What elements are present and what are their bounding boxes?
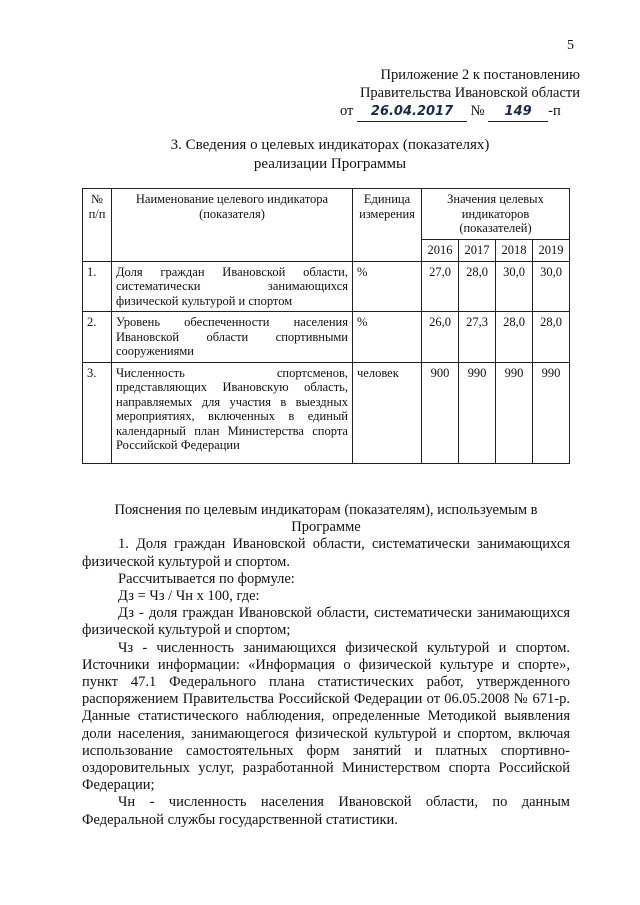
header-year: 2019 — [533, 240, 570, 262]
header-year: 2018 — [496, 240, 533, 262]
date-prefix: от — [340, 103, 354, 119]
header-year: 2016 — [422, 240, 459, 262]
annex-header — [340, 66, 580, 122]
chn-definition: Чн - численность населения Ивановской области, по данным Федеральной службы государственной статистики. — [82, 794, 570, 828]
row-value: 28,0 — [496, 312, 533, 363]
annex-line-1: Приложение 2 к постановлению — [380, 67, 580, 83]
header-unit: Единица измерения — [353, 189, 422, 262]
table-row — [83, 362, 570, 463]
row-value: 27,3 — [459, 312, 496, 363]
chz-definition: Чз - численность занимающихся физической культурой и спортом. Источники информации: «Информация о физической культуре и спорте», пункт 47.1 Федерального плана статистических работ, утвержденного распоряжением Правительства Российской Федерации от 06.05.2008 № 671-р. Данные статистического наблюдения, определенные Методикой выявления доли населения, занимающегося физической культурой и спортом, включая использование самостоятельных форм занятий и платных спортивно-оздоровительных услуг, разработанной Министерством спорта Российской Федерации; — [82, 639, 570, 794]
row-unit: % — [353, 261, 422, 312]
number-sign: № — [470, 103, 485, 119]
row-num: 1. — [83, 261, 112, 312]
handwritten-number: 149 — [488, 103, 548, 122]
row-value: 30,0 — [496, 261, 533, 312]
row-name: Уровень обеспеченности населения Ивановской области спортивными сооружениями — [112, 312, 353, 363]
row-num: 3. — [83, 362, 112, 463]
row-value: 28,0 — [533, 312, 570, 363]
row-value: 30,0 — [533, 261, 570, 312]
number-suffix: -п — [548, 103, 561, 119]
table-header-row — [83, 189, 570, 240]
row-value: 27,0 — [422, 261, 459, 312]
row-value: 990 — [496, 362, 533, 463]
header-year: 2017 — [459, 240, 496, 262]
calc-intro: Рассчитывается по формуле: — [118, 570, 295, 587]
annex-line-2: Правительства Ивановской области — [359, 85, 580, 101]
explanations-heading: Пояснения по целевым индикаторам (показателям), используемым в Программе — [114, 502, 538, 536]
header-values: Значения целевых индикаторов (показателей) — [422, 189, 570, 240]
row-value: 28,0 — [459, 261, 496, 312]
header-num: № п/п — [83, 189, 112, 262]
row-value: 26,0 — [422, 312, 459, 363]
section-title-line-2: реализации Программы — [253, 156, 407, 172]
page-number: 5 — [567, 38, 574, 53]
row-value: 900 — [422, 362, 459, 463]
handwritten-date: 26.04.2017 — [357, 103, 467, 122]
row-name: Численность спортсменов, представляющих Ивановскую область, направляемых для участия в выездных мероприятиях, включенных в единый календарный план Министерства спорта Российской Федерации — [112, 362, 353, 463]
table-row — [83, 312, 570, 363]
section-title — [100, 136, 560, 174]
row-value: 990 — [533, 362, 570, 463]
item-1-title: 1. Доля граждан Ивановской области, систематически занимающихся физической культурой и спортом. — [82, 536, 570, 570]
explanations — [82, 502, 570, 829]
formula: Дз = Чз / Чн х 100, где: — [118, 588, 260, 605]
dz-definition: Дз - доля граждан Ивановской области, систематически занимающихся физической культурой и спортом; — [82, 605, 570, 639]
table-row — [83, 261, 570, 312]
row-name: Доля граждан Ивановской области, систематически занимающихся физической культурой и спортом — [112, 261, 353, 312]
row-value: 990 — [459, 362, 496, 463]
row-unit: человек — [353, 362, 422, 463]
indicators-table — [82, 188, 570, 464]
row-num: 2. — [83, 312, 112, 363]
section-title-line-1: 3. Сведения о целевых индикаторах (показателях) — [170, 137, 490, 153]
annex-date-number-line — [340, 102, 580, 122]
row-unit: % — [353, 312, 422, 363]
header-name: Наименование целевого индикатора (показателя) — [112, 189, 353, 262]
